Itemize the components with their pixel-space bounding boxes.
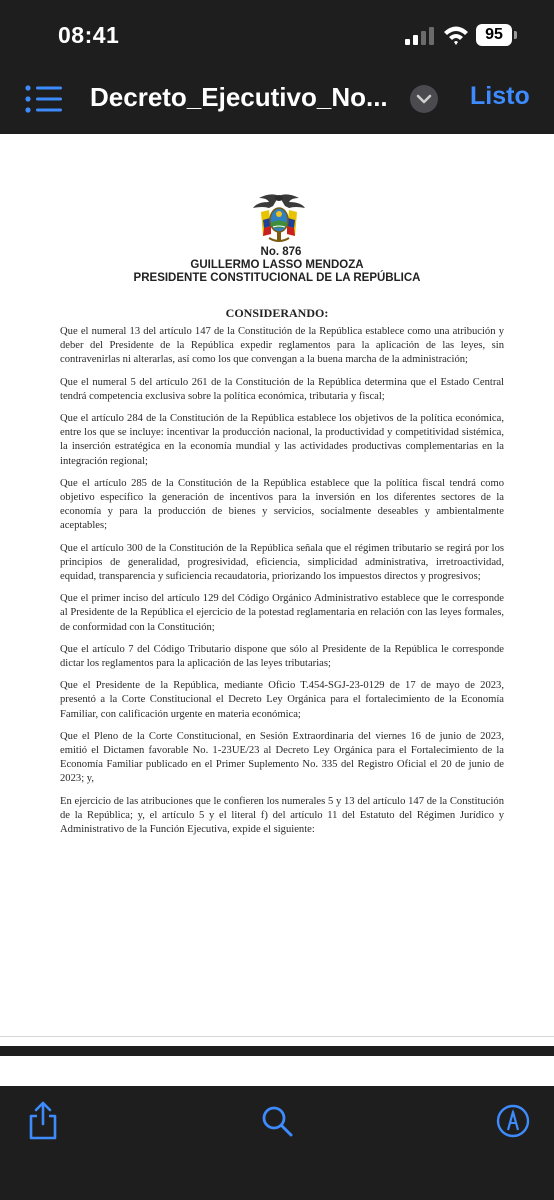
navigation-bar [0,70,554,134]
chevron-down-icon [410,85,438,113]
paragraph: Que el Presidente de la República, mediante Oficio T.454-SGJ-23-0129 de 17 de mayo de 2023, presentó a la Corte Constitucional el Decreto Ley Orgánica para el fortalecimiento de la Economía Familiar, con calificación urgente en materia económica; [60,680,504,720]
status-bar [0,0,554,70]
page-gap [0,1046,554,1056]
coat-of-arms-icon [251,192,307,246]
paragraph: Que el Pleno de la Corte Constitucional, en Sesión Extraordinaria del viernes 16 de junio de 2023, emitió el Dictamen favorable No. 1-23UE/23 al Decreto Ley Orgánica para el Fortalecimiento de la Economía Familiar publicado en el Primer Suplemento No. 335 del Registro Oficial el 20 de junio de 2023; y, [60,730,504,785]
paragraph: Que el primer inciso del artículo 129 del Código Orgánico Administrativo establece que le corresponde al Presidente de la República el ejercicio de la potestad reglamentaria en relación con las leyes formales, de conformidad con la Constitución; [60,593,504,633]
title-menu-button[interactable] [410,85,438,113]
battery-cap [514,31,517,39]
search-icon[interactable] [260,1104,294,1138]
share-icon[interactable] [27,1100,59,1140]
document-title[interactable]: Decreto_Ejecutivo_No... [90,82,388,112]
bottom-toolbar [0,1086,554,1200]
section-heading: CONSIDERANDO: [225,306,329,320]
president-name: GUILLERMO LASSO MENDOZA [190,259,364,271]
markup-icon[interactable] [496,1104,530,1138]
done-button[interactable]: Listo [470,82,530,110]
paragraph: Que el artículo 285 de la Constitución de la República establece que la política fiscal tendrá como objetivo específico la generación de incentivos para la inversión en los diferentes sectores de la economía y para la producción de bienes y servicios, socialmente deseables y ambientalmente aceptables; [60,477,504,532]
paragraph: Que el numeral 5 del artículo 261 de la Constitución de la República determina que el Estado Central tendrá competencia exclusiva sobre la política económica, tributaria y fiscal; [60,376,504,402]
paragraph: En ejercicio de las atribuciones que le confieren los numerales 5 y 13 del artículo 147 de la Constitución de la República; y, el artículo 5 y el literal f) del artículo 11 del Estatuto del Régimen Jurídico y Administrativo de la Función Ejecutiva, expide el siguiente: [60,795,504,836]
status-time: 08:41 [58,22,120,48]
decree-number: No. 876 [260,246,302,258]
battery-level: 95 [485,26,503,43]
president-title: PRESIDENTE CONSTITUCIONAL DE LA REPÚBLICA [133,272,421,284]
list-icon[interactable] [24,84,64,114]
paragraph: Que el artículo 300 de la Constitución de la República señala que el régimen tributario se regirá por los principios de generalidad, progresividad, eficiencia, simplicidad administrativa, irretroactividad, equidad, transparencia y suficiencia recaudatoria, priorizando los impuestos directos y progresivos; [60,542,504,583]
page-divider [0,1036,554,1037]
battery-icon [476,24,512,46]
next-page-preview[interactable] [0,1056,554,1086]
document-body [60,325,504,845]
paragraph: Que el artículo 284 de la Constitución de la República establece los objetivos de la política económica, entre los que se incluye: incentivar la producción nacional, la productividad y competitividad sistémica, la inserción estratégica en la economía mundial y las actividades productivas complementarias en la integración regional; [60,413,504,467]
paragraph: Que el artículo 7 del Código Tributario dispone que sólo al Presidente de la República le corresponde dictar los reglamentos para la aplicación de las leyes tributarias; [60,643,504,670]
signal-icon [405,27,435,45]
wifi-icon [443,24,469,46]
paragraph: Que el numeral 13 del artículo 147 de la Constitución de la República establece como una atribución y deber del Presidente de la República expedir reglamentos para la aplicación de las leyes, sin contravenirlas ni alterarlas, así como los que convengan a la buena marcha de la administración; [60,326,504,366]
